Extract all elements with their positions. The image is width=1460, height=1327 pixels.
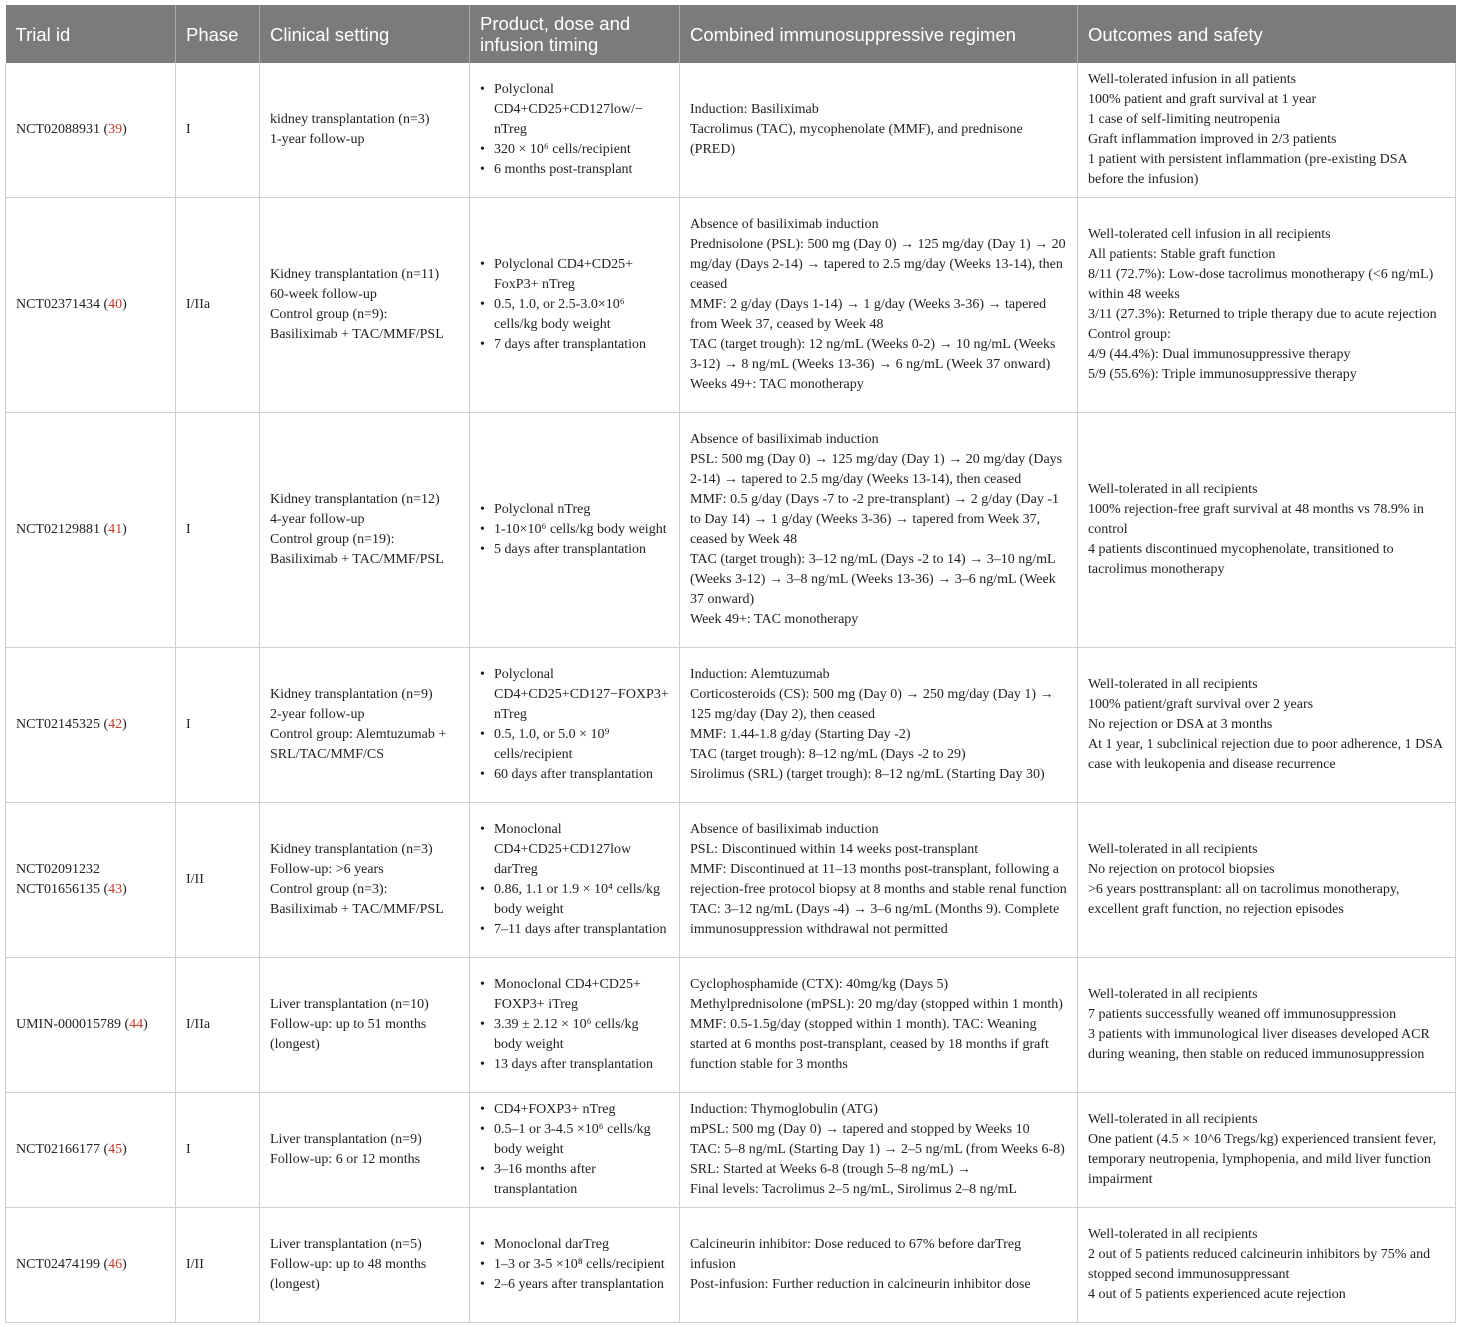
cell-line: 3/11 (27.3%): Returned to triple therapy due to acute rejection bbox=[1088, 306, 1437, 322]
cell-line: Final levels: Tacrolimus 2–5 ng/mL, Sirolimus 2–8 ng/mL bbox=[690, 1181, 1017, 1197]
citation-link[interactable]: 43 bbox=[108, 881, 123, 897]
trial-id: NCT01656135 bbox=[16, 881, 104, 897]
cell-line: Liver transplantation (n=9) bbox=[270, 1131, 422, 1147]
outcomes-cell bbox=[1078, 412, 1456, 647]
trial-id-cell bbox=[6, 802, 176, 957]
cell-line: Week 49+: TAC monotherapy bbox=[690, 611, 859, 627]
regimen-cell bbox=[680, 197, 1078, 412]
cell-line: Induction: Alemtuzumab bbox=[690, 666, 830, 682]
product-cell bbox=[470, 412, 680, 647]
cell-line: • 13 days after transplantation bbox=[480, 1055, 669, 1075]
table-row bbox=[6, 957, 1456, 1092]
cell-line: TAC (target trough): 3–12 ng/mL (Days -2 to 14) → 3–10 ng/mL (Weeks 3-12) → 3–8 ng/mL (Weeks 13-36) → 3–6 ng/mL (Week 37 onward) bbox=[690, 551, 1056, 607]
cell-line: 2 out of 5 patients reduced calcineurin inhibitors by 75% and stopped second immunosuppressant bbox=[1088, 1246, 1431, 1282]
cell-line: • Polyclonal CD4+CD25+CD127low/− nTreg bbox=[480, 80, 669, 140]
cell-line: Absence of basiliximab induction bbox=[690, 216, 879, 232]
outcomes-cell bbox=[1078, 647, 1456, 802]
cell-line: Well-tolerated in all recipients bbox=[1088, 1111, 1258, 1127]
cell-line: Follow-up: up to 48 months (longest) bbox=[270, 1256, 427, 1292]
cell-line: Well-tolerated in all recipients bbox=[1088, 676, 1258, 692]
cell-line: • Polyclonal CD4+CD25+CD127−FOXP3+ nTreg bbox=[480, 665, 669, 725]
cell-line: • CD4+FOXP3+ nTreg bbox=[480, 1100, 669, 1120]
cell-line: kidney transplantation (n=3) bbox=[270, 111, 430, 127]
clinical-setting-cell bbox=[260, 802, 470, 957]
cell-line: Well-tolerated in all recipients bbox=[1088, 1226, 1258, 1242]
clinical-setting-cell bbox=[260, 647, 470, 802]
trial-id-cell bbox=[6, 197, 176, 412]
header-product: Product, dose and infusion timing bbox=[470, 5, 680, 63]
product-cell bbox=[470, 63, 680, 197]
outcomes-cell bbox=[1078, 1207, 1456, 1322]
cell-line: • 7–11 days after transplantation bbox=[480, 920, 669, 940]
cell-line: Well-tolerated in all recipients bbox=[1088, 986, 1258, 1002]
table-row bbox=[6, 1092, 1456, 1207]
table-row bbox=[6, 802, 1456, 957]
trial-id-line: UMIN-000015789 (44) bbox=[16, 1016, 148, 1032]
trial-id: NCT02091232 bbox=[16, 861, 100, 877]
regimen-cell bbox=[680, 63, 1078, 197]
trial-id: NCT02166177 bbox=[16, 1141, 104, 1157]
cell-line: Absence of basiliximab induction bbox=[690, 431, 879, 447]
citation-link[interactable]: 45 bbox=[108, 1141, 123, 1157]
cell-line: >6 years posttransplant: all on tacrolimus monotherapy, excellent graft function, no rejection episodes bbox=[1088, 881, 1400, 917]
cell-line: 100% patient and graft survival at 1 year bbox=[1088, 91, 1317, 107]
cell-line: PSL: 500 mg (Day 0) → 125 mg/day (Day 1) → 20 mg/day (Days 2-14) → tapered to 2.5 mg/day (Weeks 13-14), then ceased bbox=[690, 451, 1063, 487]
cell-line: 3 patients with immunological liver diseases developed ACR during weaning, then stable on reduced immunosuppression bbox=[1088, 1026, 1430, 1062]
trial-id-cell bbox=[6, 957, 176, 1092]
cell-line: 4 out of 5 patients experienced acute rejection bbox=[1088, 1286, 1346, 1302]
trial-id: NCT02129881 bbox=[16, 521, 104, 537]
regimen-cell bbox=[680, 1207, 1078, 1322]
clinical-setting-cell bbox=[260, 197, 470, 412]
cell-line: • 6 months post-transplant bbox=[480, 160, 669, 180]
citation-link[interactable]: 41 bbox=[108, 521, 123, 537]
trial-id-line: NCT02129881 (41) bbox=[16, 521, 127, 537]
cell-line: Tacrolimus (TAC), mycophenolate (MMF), and prednisone (PRED) bbox=[690, 121, 1023, 157]
cell-line: Well-tolerated infusion in all patients bbox=[1088, 71, 1297, 87]
cell-line: • Polyclonal nTreg bbox=[480, 500, 669, 520]
regimen-cell bbox=[680, 957, 1078, 1092]
table-row bbox=[6, 197, 1456, 412]
cell-line: 4-year follow-up bbox=[270, 511, 365, 527]
clinical-setting-cell bbox=[260, 1092, 470, 1207]
trial-id-cell bbox=[6, 1092, 176, 1207]
table-row bbox=[6, 412, 1456, 647]
cell-line: • 0.5, 1.0, or 5.0 × 10⁹ cells/recipient bbox=[480, 725, 669, 765]
cell-line: Sirolimus (SRL) (target trough): 8–12 ng/mL (Starting Day 30) bbox=[690, 766, 1045, 782]
citation-link[interactable]: 39 bbox=[108, 121, 123, 137]
cell-line: • 320 × 10⁶ cells/recipient bbox=[480, 140, 669, 160]
cell-line: Kidney transplantation (n=3) bbox=[270, 841, 433, 857]
regimen-cell bbox=[680, 412, 1078, 647]
product-cell bbox=[470, 957, 680, 1092]
cell-line: Well-tolerated in all recipients bbox=[1088, 841, 1258, 857]
regimen-cell bbox=[680, 802, 1078, 957]
trial-id-cell bbox=[6, 412, 176, 647]
header-regimen: Combined immunosuppressive regimen bbox=[680, 5, 1078, 63]
trial-id-line: NCT02474199 (46) bbox=[16, 1256, 127, 1272]
cell-line: 1 patient with persistent inflammation (pre-existing DSA before the infusion) bbox=[1088, 151, 1407, 187]
cell-line: • 0.86, 1.1 or 1.9 × 10⁴ cells/kg body weight bbox=[480, 880, 669, 920]
outcomes-cell bbox=[1078, 802, 1456, 957]
cell-line: 7 patients successfully weaned off immunosuppression bbox=[1088, 1006, 1397, 1022]
outcomes-cell bbox=[1078, 197, 1456, 412]
cell-line: Well-tolerated cell infusion in all recipients bbox=[1088, 226, 1331, 242]
trial-id: NCT02145325 bbox=[16, 716, 104, 732]
cell-line: TAC (target trough): 8–12 ng/mL (Days -2 to 29) bbox=[690, 746, 966, 762]
trial-id: NCT02371434 bbox=[16, 296, 104, 312]
trial-id-cell bbox=[6, 63, 176, 197]
phase-cell: I bbox=[176, 1092, 260, 1207]
cell-line: • 7 days after transplantation bbox=[480, 335, 669, 355]
cell-line: mPSL: 500 mg (Day 0) → tapered and stopped by Weeks 10 bbox=[690, 1121, 1030, 1137]
cell-line: 60-week follow-up bbox=[270, 286, 377, 302]
header-phase: Phase bbox=[176, 5, 260, 63]
cell-line: Control group: bbox=[1088, 326, 1171, 342]
cell-line: MMF: 1.44-1.8 g/day (Starting Day -2) bbox=[690, 726, 911, 742]
outcomes-cell bbox=[1078, 957, 1456, 1092]
cell-line: TAC: 3–12 ng/mL (Days -4) → 3–6 ng/mL (Months 9). Complete immunosuppression withdrawal not permitted bbox=[690, 901, 1060, 937]
cell-line: • 0.5, 1.0, or 2.5-3.0×10⁶ cells/kg body weight bbox=[480, 295, 669, 335]
cell-line: Weeks 49+: TAC monotherapy bbox=[690, 376, 864, 392]
cell-line: • 0.5–1 or 3-4.5 ×10⁶ cells/kg body weight bbox=[480, 1120, 669, 1160]
cell-line: • Monoclonal CD4+CD25+CD127low darTreg bbox=[480, 820, 669, 880]
cell-line: TAC: 5–8 ng/mL (Starting Day 1) → 2–5 ng/mL (from Weeks 6-8) SRL: Started at Weeks 6-8 (trough 5–8 ng/mL) → bbox=[690, 1141, 1065, 1177]
clinical-setting-cell bbox=[260, 63, 470, 197]
table-row bbox=[6, 63, 1456, 197]
cell-line: MMF: Discontinued at 11–13 months post-transplant, following a rejection-free protocol biopsy at 8 months and stable renal function bbox=[690, 861, 1067, 897]
trial-id: NCT02088931 bbox=[16, 121, 104, 137]
cell-line: Calcineurin inhibitor: Dose reduced to 67% before darTreg infusion bbox=[690, 1236, 1022, 1272]
trial-id-cell bbox=[6, 647, 176, 802]
cell-line: Kidney transplantation (n=11) bbox=[270, 266, 440, 282]
cell-line: Corticosteroids (CS): 500 mg (Day 0) → 250 mg/day (Day 1) → 125 mg/day (Day 2), then ceased bbox=[690, 686, 1054, 722]
trial-id-cell bbox=[6, 1207, 176, 1322]
outcomes-cell bbox=[1078, 1092, 1456, 1207]
header-clinical-setting: Clinical setting bbox=[260, 5, 470, 63]
cell-line: Basiliximab + TAC/MMF/PSL bbox=[270, 901, 444, 917]
cell-line: • Monoclonal darTreg bbox=[480, 1235, 669, 1255]
phase-cell: I/II bbox=[176, 802, 260, 957]
citation-link[interactable]: 44 bbox=[129, 1016, 144, 1032]
cell-line: Induction: Thymoglobulin (ATG) bbox=[690, 1101, 878, 1117]
cell-line: At 1 year, 1 subclinical rejection due to poor adherence, 1 DSA case with leukopenia and disease recurrence bbox=[1088, 736, 1443, 772]
product-cell bbox=[470, 802, 680, 957]
cell-line: One patient (4.5 × 10^6 Tregs/kg) experienced transient fever, temporary neutropenia, lymphopenia, and mild liver function impairment bbox=[1088, 1131, 1437, 1187]
trial-id: NCT02474199 bbox=[16, 1256, 104, 1272]
cell-line: Methylprednisolone (mPSL): 20 mg/day (stopped within 1 month) bbox=[690, 996, 1063, 1012]
trial-id-line: NCT02088931 (39) bbox=[16, 121, 127, 137]
clinical-setting-cell bbox=[260, 1207, 470, 1322]
citation-link[interactable]: 46 bbox=[108, 1256, 123, 1272]
trial-id-line: NCT02166177 (45) bbox=[16, 1141, 127, 1157]
clinical-setting-cell bbox=[260, 412, 470, 647]
cell-line: Control group (n=19): bbox=[270, 531, 395, 547]
cell-line: • 60 days after transplantation bbox=[480, 765, 669, 785]
cell-line: • 3–16 months after transplantation bbox=[480, 1160, 669, 1200]
cell-line: • 3.39 ± 2.12 × 10⁶ cells/kg body weight bbox=[480, 1015, 669, 1055]
cell-line: Cyclophosphamide (CTX): 40mg/kg (Days 5) bbox=[690, 976, 949, 992]
cell-line: • Monoclonal CD4+CD25+ FOXP3+ iTreg bbox=[480, 975, 669, 1015]
cell-line: All patients: Stable graft function bbox=[1088, 246, 1276, 262]
cell-line: 4 patients discontinued mycophenolate, transitioned to tacrolimus monotherapy bbox=[1088, 541, 1394, 577]
cell-line: 8/11 (72.7%): Low-dose tacrolimus monotherapy (<6 ng/mL) within 48 weeks bbox=[1088, 266, 1434, 302]
cell-line: Kidney transplantation (n=9) bbox=[270, 686, 433, 702]
cell-line: MMF: 2 g/day (Days 1-14) → 1 g/day (Weeks 3-36) → tapered from Week 37, ceased by Week 48 bbox=[690, 296, 1047, 332]
clinical-setting-cell bbox=[260, 957, 470, 1092]
phase-cell: I/IIa bbox=[176, 197, 260, 412]
cell-line: 100% patient/graft survival over 2 years bbox=[1088, 696, 1314, 712]
cell-line: Well-tolerated in all recipients bbox=[1088, 481, 1258, 497]
cell-line: 100% rejection-free graft survival at 48 months vs 78.9% in control bbox=[1088, 501, 1424, 537]
phase-cell: I/IIa bbox=[176, 957, 260, 1092]
cell-line: Absence of basiliximab induction bbox=[690, 821, 879, 837]
citation-link[interactable]: 40 bbox=[108, 296, 123, 312]
cell-line: 1-year follow-up bbox=[270, 131, 365, 147]
cell-line: No rejection on protocol biopsies bbox=[1088, 861, 1275, 877]
product-cell bbox=[470, 647, 680, 802]
header-trial-id: Trial id bbox=[6, 5, 176, 63]
product-cell bbox=[470, 1207, 680, 1322]
product-cell bbox=[470, 1092, 680, 1207]
phase-cell: I bbox=[176, 412, 260, 647]
table-row bbox=[6, 647, 1456, 802]
cell-line: 2-year follow-up bbox=[270, 706, 365, 722]
cell-line: PSL: Discontinued within 14 weeks post-transplant bbox=[690, 841, 979, 857]
header-outcomes: Outcomes and safety bbox=[1078, 5, 1456, 63]
cell-line: Control group (n=9): bbox=[270, 306, 388, 322]
cell-line: 1 case of self-limiting neutropenia bbox=[1088, 111, 1281, 127]
cell-line: • 1-10×10⁶ cells/kg body weight bbox=[480, 520, 669, 540]
cell-line: TAC (target trough): 12 ng/mL (Weeks 0-2) → 10 ng/mL (Weeks 3-12) → 8 ng/mL (Weeks 13-36) → 6 ng/mL (Week 37 onward) bbox=[690, 336, 1056, 372]
regimen-cell bbox=[680, 647, 1078, 802]
cell-line: • Polyclonal CD4+CD25+ FoxP3+ nTreg bbox=[480, 255, 669, 295]
cell-line: No rejection or DSA at 3 months bbox=[1088, 716, 1273, 732]
trial-id: UMIN-000015789 bbox=[16, 1016, 125, 1032]
trials-table bbox=[5, 5, 1456, 1323]
trial-id-line: NCT02371434 (40) bbox=[16, 296, 127, 312]
phase-cell: I bbox=[176, 63, 260, 197]
cell-line: MMF: 0.5-1.5g/day (stopped within 1 month). TAC: Weaning started at 6 months post-transplant, ceased by 18 months if graft function stable for 3 months bbox=[690, 1016, 1049, 1072]
regimen-cell bbox=[680, 1092, 1078, 1207]
cell-line: • 5 days after transplantation bbox=[480, 540, 669, 560]
cell-line: Post-infusion: Further reduction in calcineurin inhibitor dose bbox=[690, 1276, 1031, 1292]
cell-line: Follow-up: 6 or 12 months bbox=[270, 1151, 421, 1167]
cell-line: Follow-up: >6 years bbox=[270, 861, 384, 877]
cell-line: • 1–3 or 3-5 ×10⁸ cells/recipient bbox=[480, 1255, 669, 1275]
phase-cell: I/II bbox=[176, 1207, 260, 1322]
header-row bbox=[6, 5, 1456, 63]
cell-line: Kidney transplantation (n=12) bbox=[270, 491, 440, 507]
cell-line: 4/9 (44.4%): Dual immunosuppressive therapy bbox=[1088, 346, 1351, 362]
cell-line: 5/9 (55.6%): Triple immunosuppressive therapy bbox=[1088, 366, 1357, 382]
cell-line: Liver transplantation (n=10) bbox=[270, 996, 429, 1012]
cell-line: Prednisolone (PSL): 500 mg (Day 0) → 125 mg/day (Day 1) → 20 mg/day (Days 2-14) → tapered to 2.5 mg/day (Weeks 13-14), then ceased bbox=[690, 236, 1066, 292]
phase-cell: I bbox=[176, 647, 260, 802]
cell-line: Graft inflammation improved in 2/3 patients bbox=[1088, 131, 1337, 147]
trial-id-line: NCT01656135 (43) bbox=[16, 881, 127, 897]
citation-link[interactable]: 42 bbox=[108, 716, 123, 732]
cell-line: Induction: Basiliximab bbox=[690, 101, 819, 117]
cell-line: Follow-up: up to 51 months (longest) bbox=[270, 1016, 427, 1052]
outcomes-cell bbox=[1078, 63, 1456, 197]
cell-line: Control group (n=3): bbox=[270, 881, 388, 897]
trial-id-line: NCT02145325 (42) bbox=[16, 716, 127, 732]
cell-line: Basiliximab + TAC/MMF/PSL bbox=[270, 326, 444, 342]
cell-line: Liver transplantation (n=5) bbox=[270, 1236, 422, 1252]
cell-line: MMF: 0.5 g/day (Days -7 to -2 pre-transplant) → 2 g/day (Day -1 to Day 14) → 1 g/day (Weeks 3-36) → tapered from Week 37, ceased by Week 48 bbox=[690, 491, 1059, 547]
cell-line: Control group: Alemtuzumab + SRL/TAC/MMF/CS bbox=[270, 726, 447, 762]
product-cell bbox=[470, 197, 680, 412]
cell-line: • 2–6 years after transplantation bbox=[480, 1275, 669, 1295]
cell-line: Basiliximab + TAC/MMF/PSL bbox=[270, 551, 444, 567]
table-row bbox=[6, 1207, 1456, 1322]
